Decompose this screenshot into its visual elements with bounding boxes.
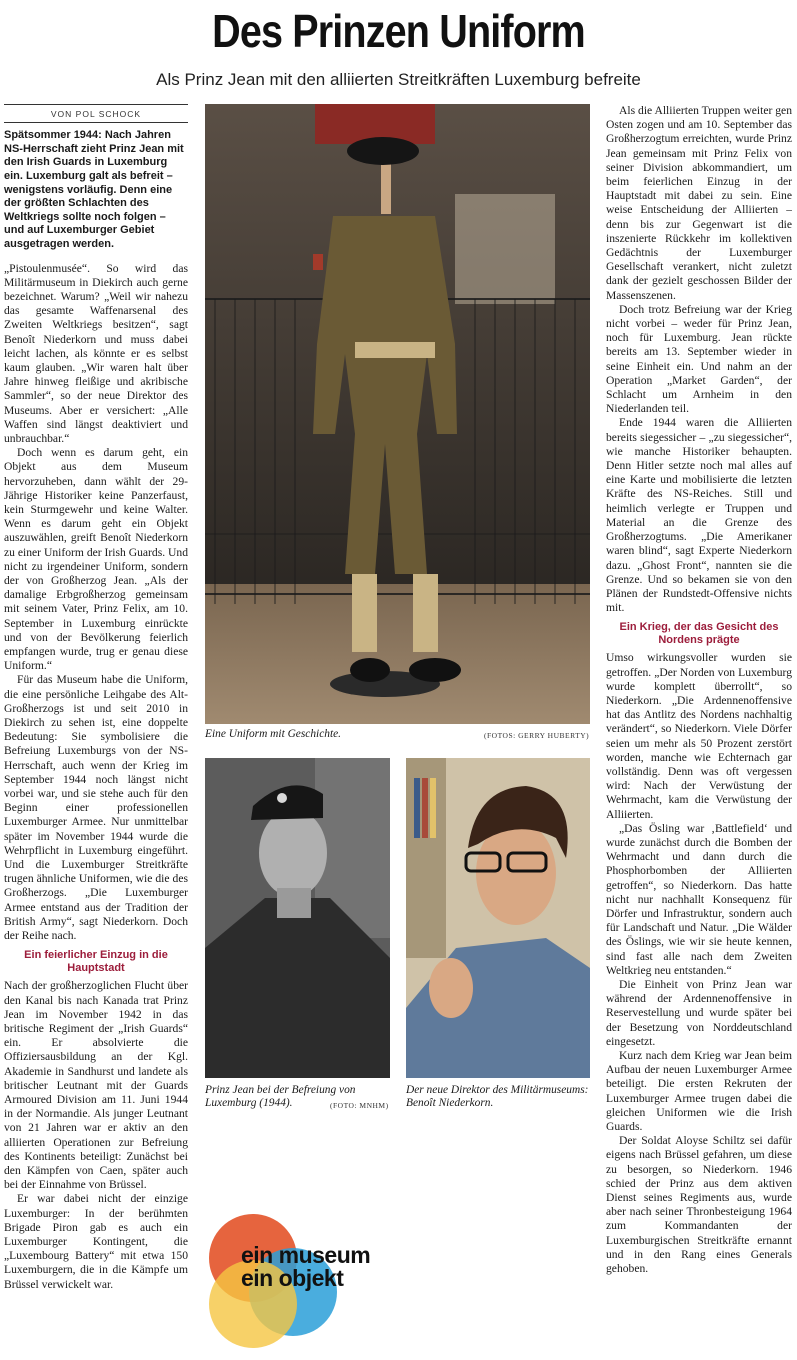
paragraph: Umso wirkungsvoller wurden sie getroffen. „Der Norden von Luxemburg wurde komplett überrollt“, so Niederkorn. „Die Ardennenoffensive hat das Antlitz des Nordens nachhaltig verändert“, so Niederkorn. Viele Dörfer seien um mehr als 50 Prozent zerstört worden, manche wie Echternach gar vollständig. Denn was oft vergessen wird: Nach der Verwüstung der Wehrmacht, kam die Verwüstung der Alliierten. bbox=[606, 651, 792, 821]
subheadline: Als Prinz Jean mit den alliierten Streitkräften Luxemburg befreite bbox=[156, 70, 641, 89]
logo-line-1: ein museum bbox=[241, 1242, 371, 1268]
prince-jean-credit: (FOTO: MNHM) bbox=[330, 1101, 389, 1110]
headline: Des Prinzen Uniform bbox=[212, 5, 585, 57]
paragraph: Doch trotz Befreiung war der Krieg nicht vorbei – weder für Prinz Jean, noch für Luxemburg. Jean rückte bereits am 13. September wieder in seine Einheit ein. Und nahm an der Operation „Market Garden“, der Schlacht um Arnheim in den Niederlanden teil. bbox=[606, 302, 792, 416]
paragraph: Der Soldat Aloyse Schiltz sei dafür eigens nach Brüssel gefahren, um diese zu besorgen, so Niederkorn. 1946 schied der Prinz aus dem aktiven Dienst seines Regiments aus, wurde aber nach seiner Thronbesteigung 1964 zum Kommandanten der Luxemburgischen Streitkräfte ernannt und in den Rang eines Generals gehoben. bbox=[606, 1134, 792, 1276]
column-3 bbox=[606, 104, 792, 1358]
paragraph: Die Einheit von Prinz Jean war während der Ardennenoffensive in Reservestellung und wurde später bei der Besetzung von Norddeutschland eingesetzt. bbox=[606, 977, 792, 1048]
paragraph: Er war dabei nicht der einzige Luxemburger: In der berühmten Brigade Piron gab es auch ein Luxemburger Kontingent, die „Luxembourg Battery“ mit etwa 150 Luxemburgern, die in die Kämpfe um Brüssel verwickelt war. bbox=[4, 1192, 188, 1291]
column-1 bbox=[4, 104, 188, 1358]
uniform-photo bbox=[205, 104, 590, 724]
paragraph: Nach der großherzoglichen Flucht über den Kanal bis nach Kanada trat Prinz Jean im November 1942 in das britische Regiment der „Irish Guards“ ein. Er absolvierte die Offiziersausbildung an der Kgl. Akademie in Sandhurst und landete als britischer Leutnant mit der Guards Armoured Division am 11. Juni 1944 in der Normandie. Als junger Leutnant von 21 Jahren war er aktiv an den alliierten Operationen zur Befreiung des Kontinents beteiligt: Zunächst bei den Kämpfen von Caen, später auch bei der Einnahme von Brüssel. bbox=[4, 979, 188, 1192]
paragraph: Für das Museum habe die Uniform, die eine persönliche Leihgabe des Alt-Großherzogs ist und seit 2010 in Diekirch zu sehen ist, eine doppelte Bedeutung: Sie symbolisiere die Befreiung Luxemburgs von der NS-Herrschaft, auch wenn der Krieg im September 1944 noch längst nicht vorbei war, und sie stehe auch für den Beginn einer professionellen Luxemburger Armee. Nur unmittelbar später im November 1944 wurde die Wehrpflicht in Luxemburg eingeführt. Und die Luxemburger Streitkräfte trugen ähnliche Uniformen, wie die des Großherzogs. „Die Luxemburger Armee entstand aus der Tradition der British Army“, sagt Niederkorn. Doch der Reihe nach. bbox=[4, 673, 188, 943]
paragraph: Als die Alliierten Truppen weiter gen Osten zogen und am 10. September das Großherzogtum erreichten, wurde Prinz Jean gemeinsam mit Prinz Felix von seiner Division abkommandiert, um beim feierlichen Einzug in der Hauptstadt mit dabei zu sein. Eine weise Entscheidung der Alliierten – denn bis zur Gegenwart ist die inszenierte Rückkehr im kollektiven Gedächtnis der Luxemburger Gesellschaft verankert, nicht zuletzt dank der gezielt geschossen Bilder der Massenszenen. bbox=[606, 104, 792, 302]
paragraph: „Das Ösling war ‚Battlefield‘ und wurde zunächst durch die Bomben der Wehrmacht und dann durch die Phosphorbomben der Alliierten getroffen“, so Niederkorn. Das hatte nicht nur nachhallt Konsequenz für Dörfer und Infrastruktur, sondern auch für Landschaft und Natur. „Die Wälder des Öslings, wie wir sie heute kennen, sind fast alle nach dem Zweiten Weltkrieg neu entstanden.“ bbox=[606, 821, 792, 977]
museum-logo bbox=[205, 1212, 395, 1352]
paragraph: Kurz nach dem Krieg war Jean beim Aufbau der neuen Luxemburger Armee beteiligt. Die ersten Rekruten der Luxemburger Armee trugen dabei die gleichen Uniformen wie die Irish Guards. bbox=[606, 1049, 792, 1134]
paragraph: Doch wenn es darum geht, ein Objekt aus dem Museum hervorzuheben, dann wählt der 29-Jährige Historiker keine Panzerfaust, kein Sturmgewehr und keine Walter. Wenn es darum geht ein Objekt auszuwählen, greift Benoît Niederkorn zu einer Uniform der Irish Guards. Und nicht zu irgendeiner Uniform, sondern der von Großherzog Jean. „Als der damalige Erbgroßherzog gemeinsam mit seinem Vater, Prinz Felix, am 10. September in Luxemburg einrückte und von der Bevölkerung feierlich empfangen wurde, trug er genau diese Uniform.“ bbox=[4, 446, 188, 673]
prince-jean-caption: Prinz Jean bei der Befreiung von Luxemburg (1944). bbox=[205, 1084, 356, 1109]
lead-paragraph: Spätsommer 1944: Nach Jahren NS-Herrschaft zieht Prinz Jean mit den Irish Guards in Luxemburg ein. Luxemburg galt als befreit – wenigstens vorläufig. Denn eine der größten Schlachten des Weltkriegs sollte noch folgen – und auf Luxemburger Gebiet ausgetragen werden. bbox=[4, 129, 184, 250]
logo-line-2: ein objekt bbox=[241, 1265, 344, 1291]
byline: VON POL SCHOCK bbox=[4, 104, 188, 123]
section-subtitle: Ein feierlicher Einzug in die Hauptstadt bbox=[24, 949, 168, 975]
paragraph: „Pistoulenmusée“. So wird das Militärmuseum in Diekirch auch gerne bezeichnet. Warum? „Weil wir nahezu das gesamte Waffenarsenal des Zweiten Weltkriegs besitzen“, sagt Benoît Niederkorn und muss dabei leicht lachen, als könnte er es selbst kaum glauben. „Wir waren halt über Jahre hinweg fleißige und akribische Sammler“, so der neue Direktor des Museums. Aber er versichert: „Alle Waffen sind längst deaktiviert und unbrauchbar.“ bbox=[4, 261, 188, 445]
main-photo-caption: Eine Uniform mit Geschichte. bbox=[205, 728, 342, 740]
director-photo bbox=[406, 758, 590, 1078]
director-caption: Der neue Direktor des Militärmuseums: Benoît Niederkorn. bbox=[406, 1084, 589, 1109]
section-subtitle: Ein Krieg, der das Gesicht des Nordens prägte bbox=[619, 621, 779, 647]
main-photo-credit: (FOTOS: GERRY HUBERTY) bbox=[484, 731, 590, 740]
prince-jean-photo bbox=[205, 758, 390, 1078]
paragraph: Ende 1944 waren die Alliierten bereits siegessicher – „zu siegessicher“, wie manche Historiker behaupten. Denn Hitler setzte noch mal alles auf eine Karte und mobilisierte die letzten Kräfte des NS-Reiches. Still und heimlich verlegte er Truppen und Material an die Grenze des Großherzogtums. „Die Amerikaner waren blind“, sagt Experte Niederkorn dazu. „Ghost Front“, nannten sie die Grenze. Und so bekamen sie von den Plänen der Rundstedt-Offensive nichts mit. bbox=[606, 416, 792, 615]
